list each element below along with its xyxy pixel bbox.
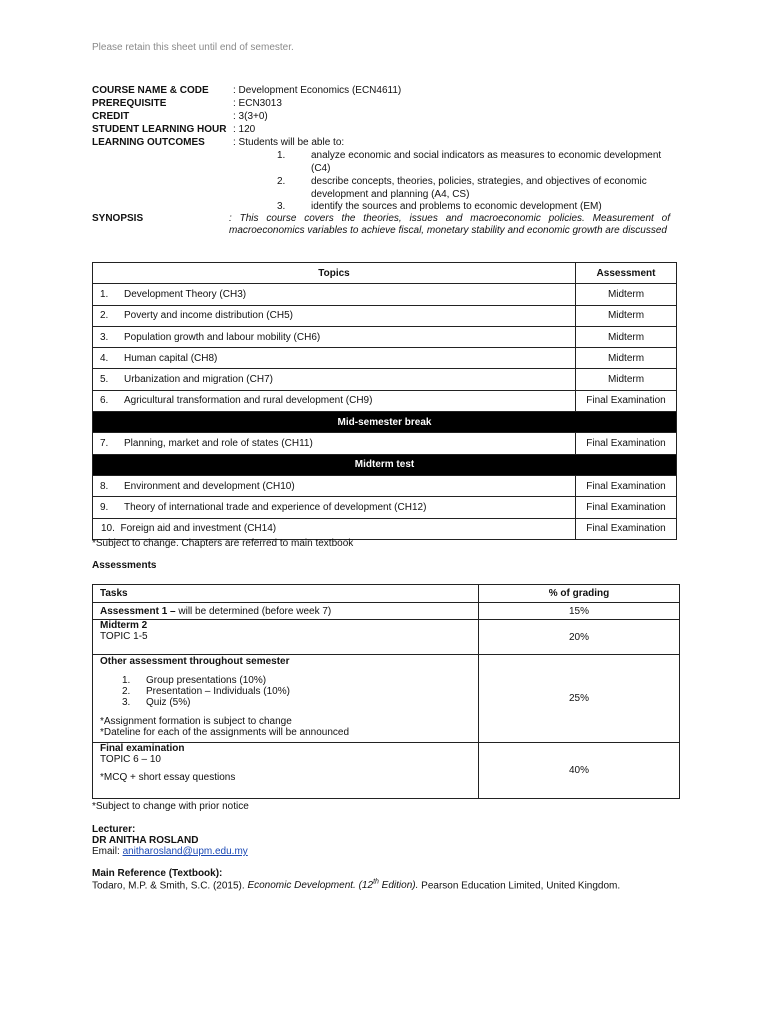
outcome-number: 2. [277,176,286,187]
dateline-note: *Dateline for each of the assignments will be announced [100,727,350,738]
final-exam-grade: 40% [479,743,680,799]
table-row [93,603,680,620]
final-exam-note: *MCQ + short essay questions [100,772,236,783]
email-label: Email: [92,846,123,857]
topic-number: 7. [100,438,109,450]
synopsis-label: SYNOPSIS [92,213,144,224]
topic-name: Environment and development (CH10) [124,480,295,492]
topic-number: 10. [101,523,115,535]
other-assessment-list [100,675,478,708]
midterm-2-title: Midterm 2 [100,620,148,631]
topic-assessment: Final Examination [576,497,677,518]
topic-number: 9. [100,501,109,513]
email-link[interactable]: anitharosland@upm.edu.my [122,846,248,857]
assessment-column-header: Assessment [576,263,677,284]
topic-assessment: Midterm [576,326,677,347]
table-row [93,497,677,518]
topic-number: 2. [100,310,109,322]
outcome-text: analyze economic and social indicators as measures to economic development (C4) [311,150,662,174]
assignment-note: *Assignment formation is subject to change [100,716,292,727]
course-value: : Development Economics (ECN4611) [233,85,402,96]
topic-assessment: Midterm [576,284,677,305]
reference-edition: Edition). [378,880,419,892]
midterm-2-grade: 20% [479,620,680,655]
topic-name: Population growth and labour mobility (CH6) [124,331,321,343]
outcome-text: describe concepts, theories, policies, strategies, and objectives of economic development and planning (A4, CS) [311,176,647,200]
topic-assessment: Midterm [576,348,677,369]
table-row [93,655,680,743]
outcome-number: 3. [277,201,286,212]
assessments-footnote: *Subject to change with prior notice [92,801,249,812]
midterm-test-label: Midterm test [93,454,677,475]
topics-column-header: Topics [93,263,576,284]
topic-name: Foreign aid and investment (CH14) [120,523,277,535]
list-item-text: Group presentations (10%) [146,675,267,686]
reference-citation [92,879,620,891]
outcome-number: 1. [277,150,286,161]
list-item-text: Quiz (5%) [146,697,191,708]
list-item [100,686,478,697]
prereq-label: PREREQUISITE [92,98,167,109]
table-row [93,620,680,655]
reference-publisher: Pearson Education Limited, United Kingdom. [418,880,621,892]
learning-outcomes-intro: : Students will be able to: [233,137,345,148]
topics-table [92,262,677,540]
table-row [93,369,677,390]
midterm-test-row [93,454,677,475]
topics-header-row [93,263,677,284]
table-row [93,743,680,799]
lecturer-name: DR ANITHA ROSLAND [92,835,199,846]
lecturer-label: Lecturer: [92,824,136,835]
topic-name: Development Theory (CH3) [124,288,247,300]
reference-title: Economic Development. (12 [247,880,374,892]
topic-assessment: Midterm [576,369,677,390]
list-item-number: 1. [122,675,131,686]
grading-column-header: % of grading [479,585,680,603]
reference-title-superscript: th [373,879,379,886]
topic-number: 8. [100,480,109,492]
slh-value: : 120 [233,124,256,135]
assessment-1-detail: will be determined (before week 7) [175,605,332,617]
list-item-number: 3. [122,697,131,708]
topic-name: Urbanization and migration (CH7) [124,374,273,386]
topics-footnote: *Subject to change. Chapters are referred to main textbook [92,538,354,549]
topic-name: Agricultural transformation and rural development (CH9) [124,395,373,407]
table-row [93,390,677,411]
topic-name: Poverty and income distribution (CH5) [124,310,293,322]
topic-number: 1. [100,288,109,300]
credit-label: CREDIT [92,111,130,122]
table-row [93,305,677,326]
tasks-column-header: Tasks [93,585,479,603]
list-item-number: 2. [122,686,131,697]
prereq-value: : ECN3013 [233,98,282,109]
course-label: COURSE NAME & CODE [92,85,209,96]
topic-number: 6. [100,395,109,407]
outcome-text: identify the sources and problems to economic development (EM) [311,201,602,212]
synopsis-text: : This course covers the theories, issues and macroeconomic policies. Measurement of macroeconomics variables to achieve fiscal, monetary stability and economic growth are discussed [229,213,670,236]
final-exam-title: Final examination [100,743,185,754]
topic-number: 4. [100,352,109,364]
reference-label: Main Reference (Textbook): [92,868,223,879]
list-item [100,697,478,708]
list-item [100,675,478,686]
other-assessment-grade: 25% [479,655,680,743]
mid-semester-break-row [93,412,677,433]
midterm-2-topics: TOPIC 1-5 [100,631,148,642]
learning-outcomes-label: LEARNING OUTCOMES [92,137,205,148]
topic-name: Planning, market and role of states (CH11) [124,438,313,450]
table-row [93,475,677,496]
topic-assessment: Midterm [576,305,677,326]
assessments-header-row [93,585,680,603]
topic-number: 3. [100,331,109,343]
mid-semester-break-label: Mid-semester break [93,412,677,433]
assessments-heading: Assessments [92,560,157,571]
reference-authors: Todaro, M.P. & Smith, S.C. (2015). [92,880,248,892]
table-row [93,518,677,539]
table-row [93,284,677,305]
topic-name: Theory of international trade and experience of development (CH12) [124,501,427,513]
topic-assessment: Final Examination [576,433,677,454]
table-row [93,348,677,369]
assessment-1-grade: 15% [479,603,680,620]
table-row [93,326,677,347]
table-row [93,433,677,454]
other-assessment-title: Other assessment throughout semester [100,656,290,667]
credit-value: : 3(3+0) [233,111,268,122]
list-item-text: Presentation – Individuals (10%) [146,686,290,697]
topic-number: 5. [100,374,109,386]
topic-assessment: Final Examination [576,390,677,411]
slh-label: STUDENT LEARNING HOUR [92,124,227,135]
assessment-1-title: Assessment 1 – [100,605,176,617]
topic-assessment: Final Examination [576,475,677,496]
retain-note: Please retain this sheet until end of semester. [92,42,294,53]
assessments-table [92,584,680,799]
final-exam-topics: TOPIC 6 – 10 [100,754,161,765]
topic-name: Human capital (CH8) [124,352,218,364]
lecturer-email [92,846,248,857]
topic-assessment: Final Examination [576,518,677,539]
